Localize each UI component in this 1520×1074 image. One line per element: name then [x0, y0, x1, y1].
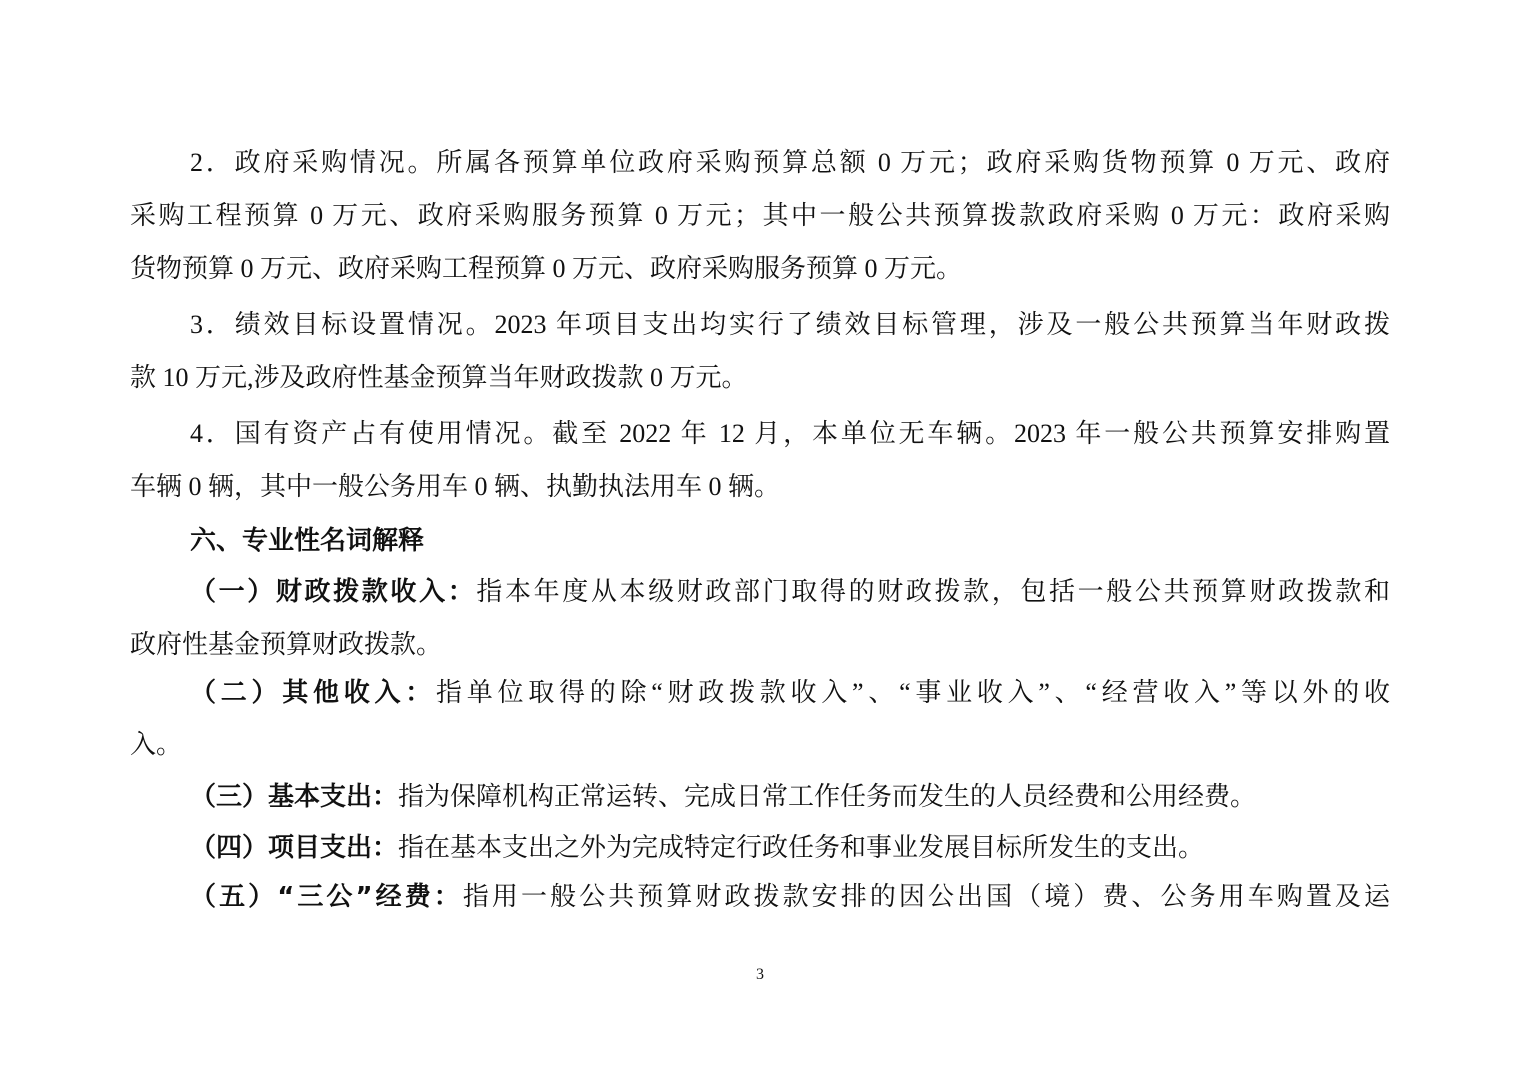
- term-fiscal-appropriation-line-1: [190, 577, 1390, 607]
- term-fiscal-appropriation-line-2: 政府性基金预算财政拨款。: [130, 630, 443, 659]
- term-label: （三）基本支出：: [190, 782, 399, 812]
- paragraph-performance-line-1: 3．绩效目标设置情况。2023 年项目支出均实行了绩效目标管理，涉及一般公共预算当年财政拨: [190, 310, 1390, 339]
- term-other-income-line-2: 入。: [130, 730, 183, 759]
- paragraph-procurement-line-2: 采购工程预算 0 万元、政府采购服务预算 0 万元；其中一般公共预算拨款政府采购 0 万元：政府采购: [130, 201, 1390, 230]
- term-basic-expenditure-line-1: [190, 782, 1390, 812]
- page-number: 3: [756, 966, 764, 983]
- paragraph-assets-line-2: 车辆 0 辆，其中一般公务用车 0 辆、执勤执法用车 0 辆。: [130, 472, 781, 501]
- paragraph-procurement-line-3: 货物预算 0 万元、政府采购工程预算 0 万元、政府采购服务预算 0 万元。: [130, 254, 963, 283]
- term-three-public-expenses-line-1: [190, 882, 1390, 912]
- term-label: （四）项目支出：: [190, 833, 399, 863]
- term-label: （二）其他收入：: [190, 678, 436, 708]
- term-definition: 指用一般公共预算财政拨款安排的因公出国（境）费、公务用车购置及运: [462, 882, 1390, 911]
- term-project-expenditure-line-1: [190, 833, 1390, 863]
- term-definition: 指在基本支出之外为完成特定行政任务和事业发展目标所发生的支出。: [398, 833, 1205, 862]
- paragraph-procurement-line-1: 2．政府采购情况。所属各预算单位政府采购预算总额 0 万元；政府采购货物预算 0 万元、政府: [190, 148, 1390, 177]
- section-heading: 六、专业性名词解释: [190, 526, 425, 556]
- term-definition: 指为保障机构正常运转、完成日常工作任务而发生的人员经费和公用经费。: [398, 782, 1257, 811]
- term-definition: 指本年度从本级财政部门取得的财政拨款，包括一般公共预算财政拨款和: [476, 577, 1390, 606]
- paragraph-assets-line-1: 4．国有资产占有使用情况。截至 2022 年 12 月，本单位无车辆。2023 年一般公共预算安排购置: [190, 419, 1390, 448]
- term-label: （五）“三公”经费：: [190, 882, 463, 912]
- paragraph-performance-line-2: 款 10 万元,涉及政府性基金预算当年财政拨款 0 万元。: [130, 363, 748, 392]
- term-other-income-line-1: [190, 678, 1390, 708]
- term-definition: 指单位取得的除“财政拨款收入”、“事业收入”、“经营收入”等以外的收: [436, 678, 1390, 707]
- term-label: （一）财政拨款收入：: [190, 577, 477, 607]
